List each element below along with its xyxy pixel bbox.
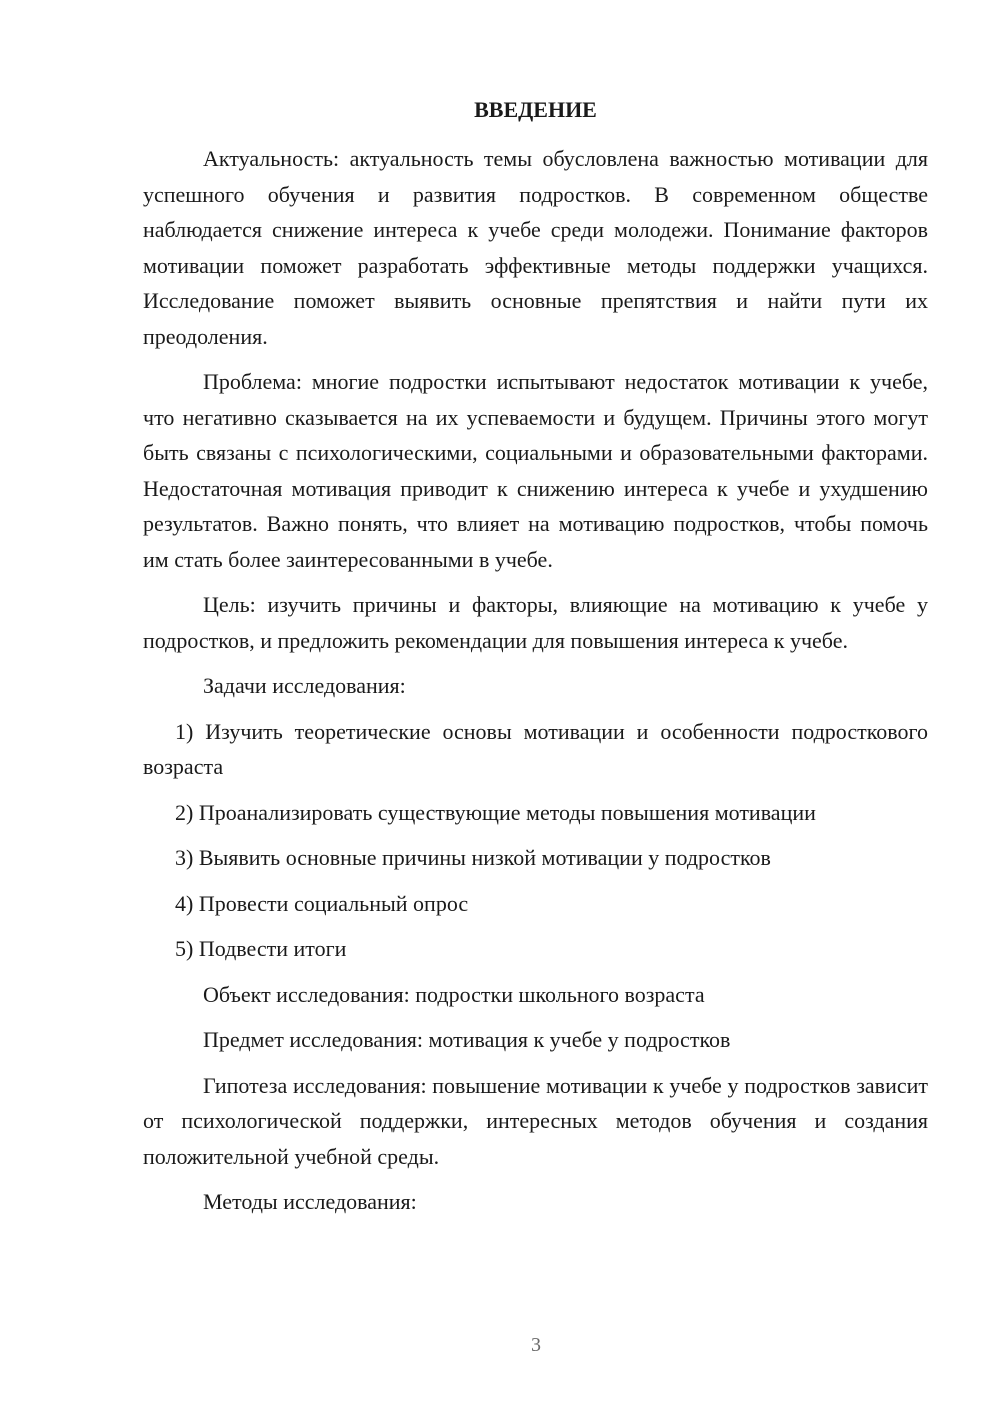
task-item-3: 3) Выявить основные причины низкой мотивации у подростков xyxy=(175,845,771,870)
page-number: 3 xyxy=(531,1334,541,1356)
task-item-5: 5) Подвести итоги xyxy=(175,936,347,961)
object-paragraph: Объект исследования: подростки школьного возраста xyxy=(203,981,705,1007)
tasks-heading: Задачи исследования: xyxy=(203,673,406,698)
goal-paragraph: Цель: изучить причины и факторы, влияющие на мотивацию к учебе у подростков, и предложить рекомендации для повышения интереса к учебе. xyxy=(143,592,928,653)
problem-paragraph: Проблема: многие подростки испытывают недостаток мотивации к учебе, что негативно сказывается на их успеваемости и будущем. Причины этого могут быть связаны с психологическими, социальными и образовательными факторами. Недостаточная мотивация приводит к снижению интереса к учебе и ухудшению результатов. Важно понять, что влияет на мотивацию подростков, чтобы помочь им стать более заинтересованными в учебе. xyxy=(143,369,928,572)
page-title: ВВЕДЕНИЕ xyxy=(474,97,597,122)
task-item-4: 4) Провести социальный опрос xyxy=(175,890,469,916)
methods-paragraph: Методы исследования: xyxy=(203,1189,417,1214)
task-item-1: 1) Изучить теоретические основы мотивации и особенности подросткового возраста xyxy=(143,718,928,779)
subject-paragraph: Предмет исследования: мотивация к учебе у подростков xyxy=(203,1027,731,1052)
hypothesis-paragraph: Гипотеза исследования: повышение мотивации к учебе у подростков зависит от психологической поддержки, интересных методов обучения и создания положительной учебной среды. xyxy=(143,1072,928,1169)
page-content xyxy=(143,92,928,1220)
task-item-2: 2) Проанализировать существующие методы повышения мотивации xyxy=(175,799,816,825)
relevance-paragraph: Актуальность: актуальность темы обусловлена важностью мотивации для успешного обучения и развития подростков. В современном обществе наблюдается снижение интереса к учебе среди молодежи. Понимание факторов мотивации поможет разработать эффективные методы поддержки учащихся. Исследование поможет выявить основные препятствия и найти пути их преодоления. xyxy=(143,146,928,349)
